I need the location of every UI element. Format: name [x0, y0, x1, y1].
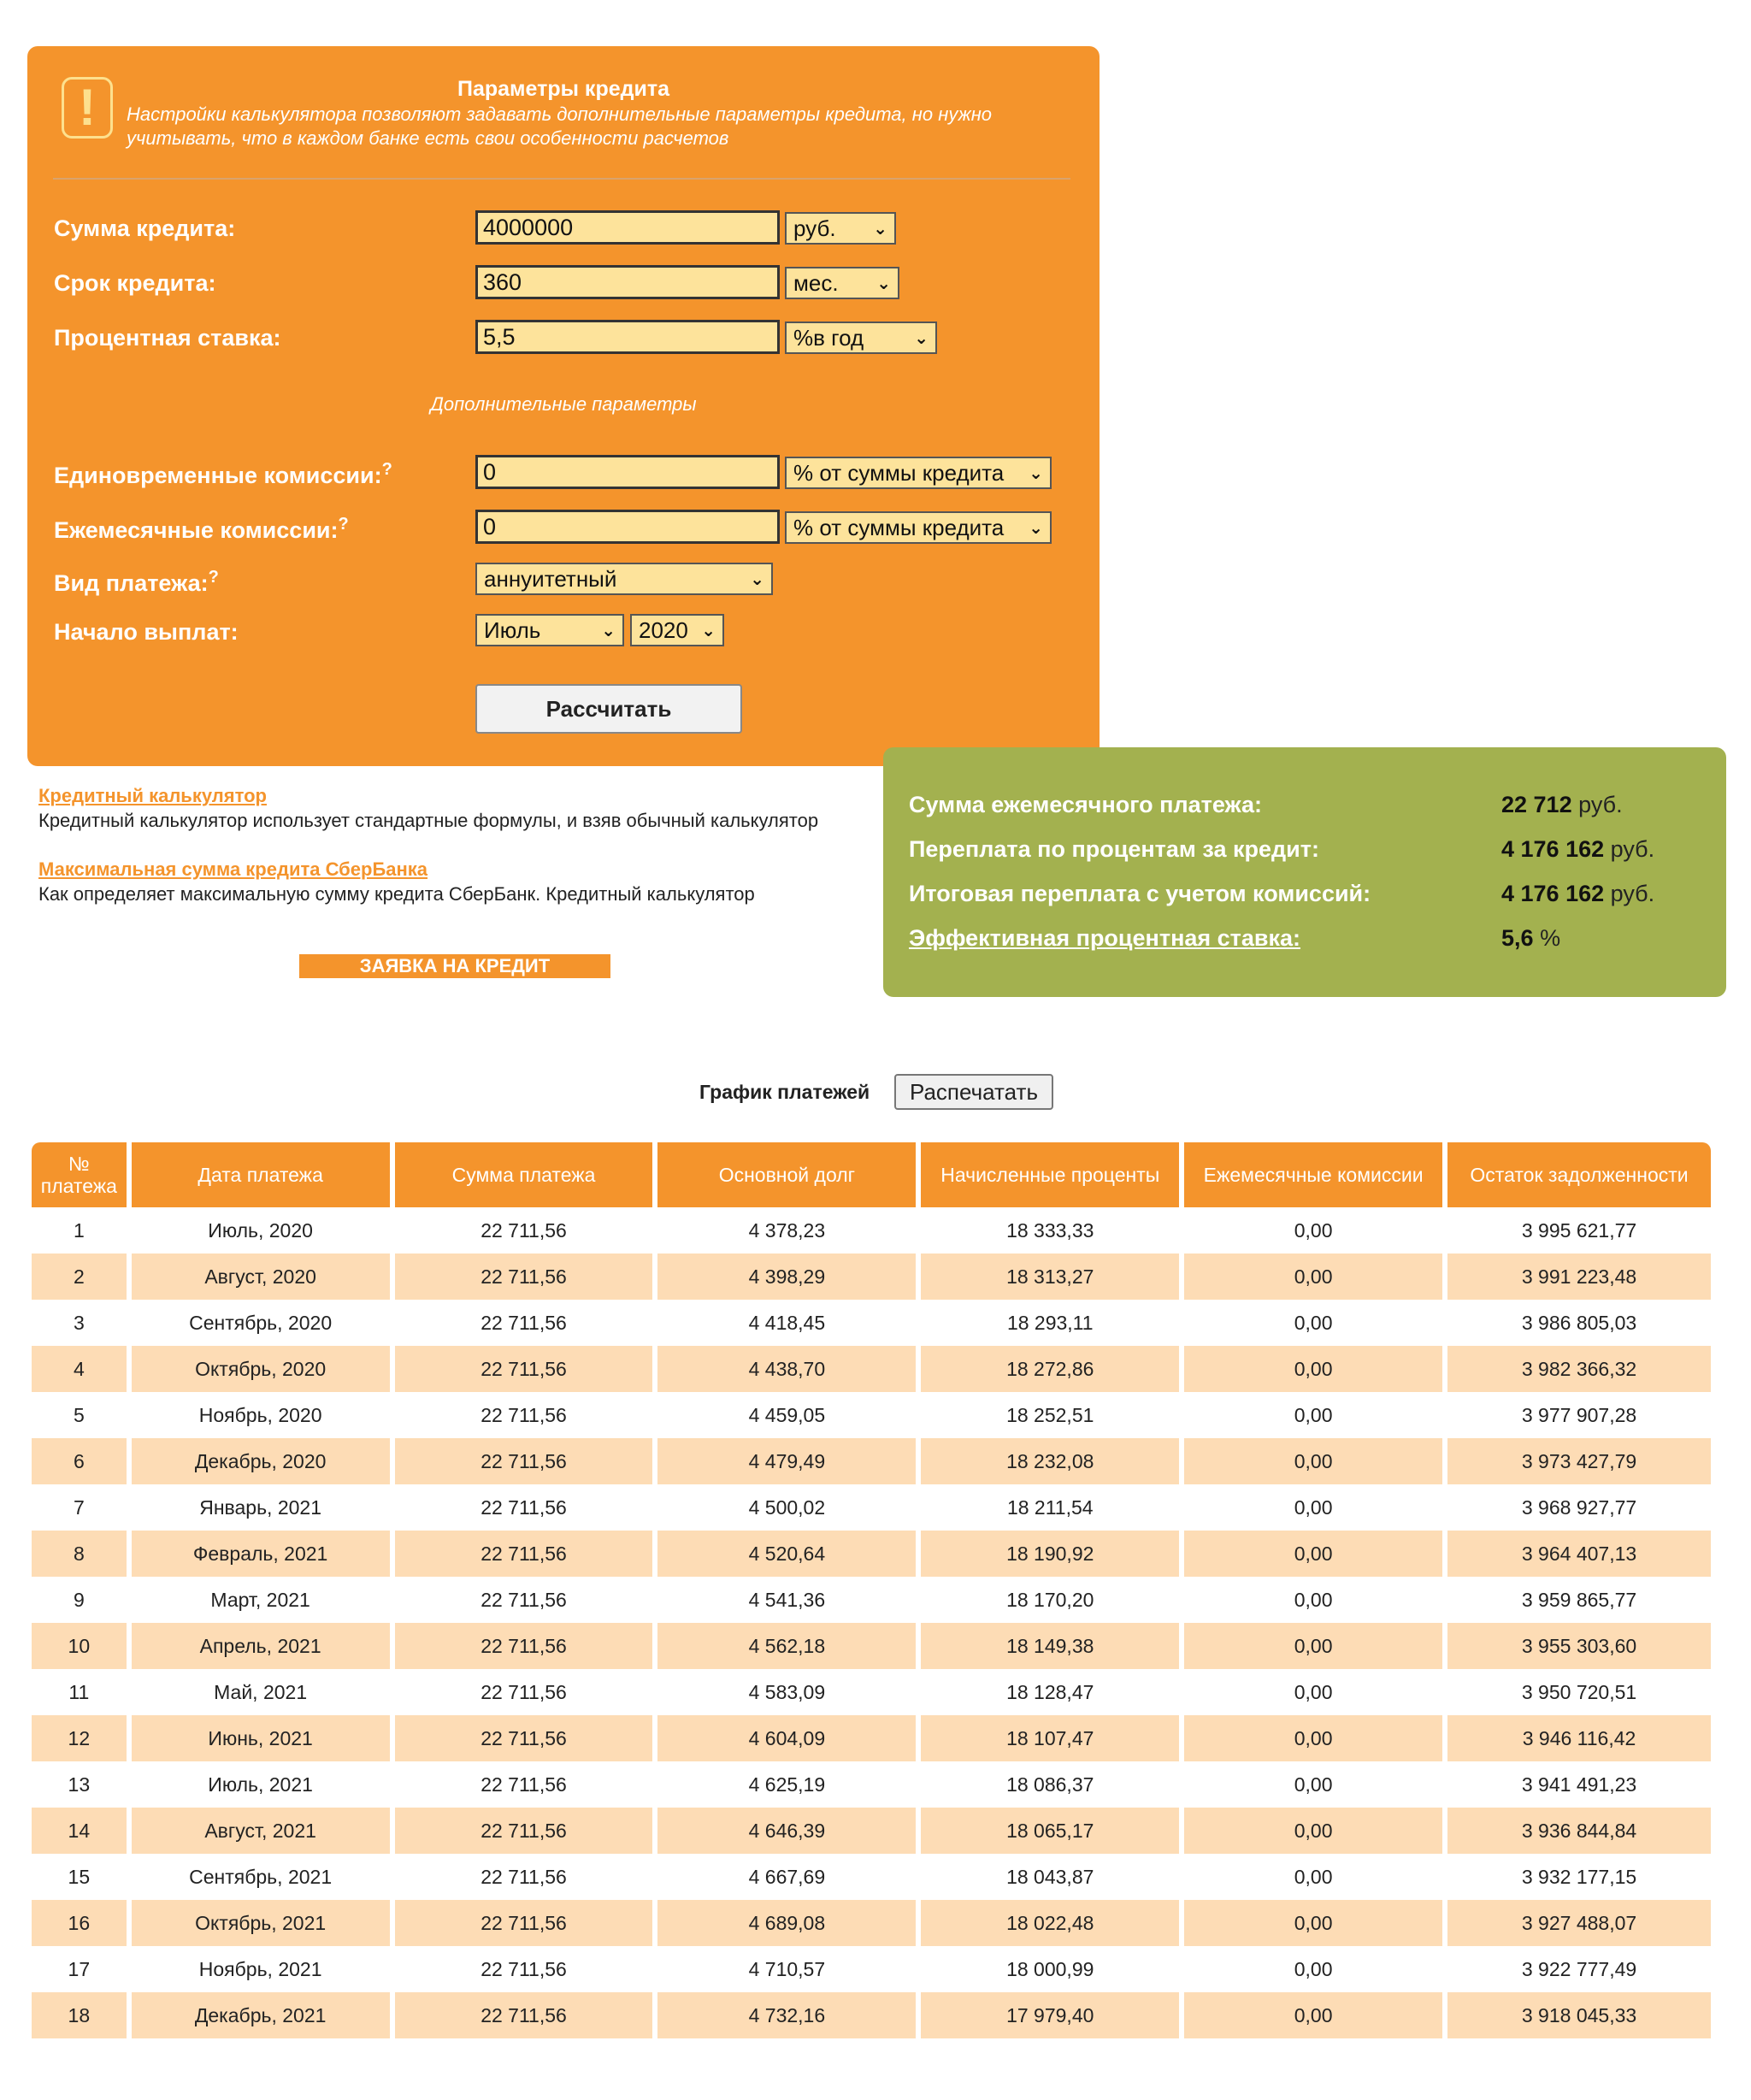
- col-header: Ежемесячные комиссии: [1184, 1142, 1442, 1207]
- table-cell: 4 459,05: [748, 1403, 826, 1426]
- amount-currency-select[interactable]: [785, 212, 896, 245]
- one-time-fee-input[interactable]: [475, 455, 780, 489]
- payment-type-label-text: Вид платежа:: [54, 570, 209, 596]
- table-cell: 4 500,02: [748, 1495, 826, 1519]
- table-cell: 22 711,56: [395, 1438, 653, 1484]
- table-cell: 8: [32, 1531, 127, 1577]
- table-cell: 3 922 777,49: [1521, 1957, 1637, 1980]
- link-sberbank-max-credit[interactable]: Максимальная сумма кредита СберБанка: [38, 858, 428, 880]
- table-row: [32, 1715, 1711, 1761]
- start-label: Начало выплат:: [54, 619, 239, 645]
- table-cell: 4 604,09: [657, 1715, 916, 1761]
- monthly-fee-unit-value: % от суммы кредита: [793, 514, 1005, 540]
- table-cell: Август, 2021: [132, 1808, 390, 1854]
- start-month-select[interactable]: [475, 614, 624, 646]
- table-cell: 0,00: [1294, 1311, 1333, 1334]
- table-cell: 13: [68, 1773, 91, 1796]
- table-row: [32, 1808, 1711, 1854]
- table-cell: 22 711,56: [395, 1346, 653, 1392]
- table-cell: 18 128,47: [1006, 1680, 1094, 1703]
- table-cell: 4 378,23: [748, 1218, 826, 1242]
- term-unit-select[interactable]: [785, 267, 899, 299]
- link-description: Кредитный калькулятор использует стандартные формулы, и взяв обычный калькулятор: [38, 810, 819, 831]
- table-row: [32, 1761, 1711, 1808]
- table-cell: 3 950 720,51: [1521, 1680, 1637, 1703]
- table-cell: Сентябрь, 2020: [189, 1311, 333, 1334]
- monthly-fee-unit-select[interactable]: [785, 511, 1052, 544]
- table-cell: 3 932 177,15: [1521, 1865, 1637, 1888]
- result-label: Переплата по процентам за кредит:: [909, 836, 1319, 862]
- table-cell: 22 711,56: [480, 1773, 567, 1796]
- table-cell: 4 667,69: [748, 1865, 826, 1888]
- col-header: Начисленные проценты: [921, 1142, 1179, 1207]
- table-cell: 3 936 844,84: [1447, 1808, 1711, 1854]
- one-time-fee-label-text: Единовременные комиссии:: [54, 463, 382, 488]
- chevron-down-icon: ⌄: [914, 328, 929, 348]
- result-label: Итоговая переплата с учетом комиссий:: [909, 881, 1371, 906]
- table-row: [32, 1992, 1711, 2038]
- help-hint-icon[interactable]: ?: [338, 515, 349, 534]
- table-cell: 18 086,37: [1006, 1773, 1094, 1796]
- result-unit: руб.: [1610, 836, 1655, 862]
- table-cell: 4 418,45: [748, 1311, 826, 1334]
- monthly-fee-label-text: Ежемесячные комиссии:: [54, 517, 339, 543]
- table-cell: 1: [73, 1218, 85, 1242]
- table-cell: 0,00: [1294, 1957, 1333, 1980]
- table-cell: 18 170,20: [1006, 1588, 1094, 1611]
- amount-currency-value: руб.: [793, 215, 836, 241]
- help-hint-icon[interactable]: ?: [208, 568, 219, 587]
- table-cell: 18 022,48: [921, 1900, 1179, 1946]
- table-cell: 4 710,57: [748, 1957, 826, 1980]
- chevron-down-icon: ⌄: [601, 621, 616, 640]
- table-cell: 4: [32, 1346, 127, 1392]
- amount-input[interactable]: [475, 210, 780, 245]
- rate-unit-select[interactable]: [785, 321, 937, 354]
- payment-type-select[interactable]: [475, 563, 773, 595]
- table-row: [32, 1854, 1711, 1900]
- table-row: [32, 1346, 1711, 1392]
- amount-label: Сумма кредита:: [54, 215, 236, 241]
- table-cell: 4 520,64: [657, 1531, 916, 1577]
- table-cell: 5: [73, 1403, 85, 1426]
- table-cell: 6: [32, 1438, 127, 1484]
- table-cell: Сентябрь, 2021: [189, 1865, 333, 1888]
- payment-type-label: [54, 568, 219, 597]
- effective-rate-link[interactable]: Эффективная процентная ставка:: [909, 925, 1301, 951]
- results-panel: [883, 747, 1726, 997]
- table-cell: 4 479,49: [657, 1438, 916, 1484]
- table-cell: 22 711,56: [395, 1254, 653, 1300]
- table-cell: Октябрь, 2021: [132, 1900, 390, 1946]
- result-number: 4 176 162: [1501, 836, 1605, 862]
- rate-unit-value: %в год: [793, 324, 864, 351]
- link-block: [38, 858, 859, 906]
- result-value: [1501, 925, 1560, 952]
- term-unit-value: мес.: [793, 269, 839, 296]
- table-cell: Ноябрь, 2020: [198, 1403, 322, 1426]
- table-cell: 3 918 045,33: [1447, 1992, 1711, 2038]
- table-cell: 0,00: [1184, 1900, 1442, 1946]
- table-cell: 18 313,27: [921, 1254, 1179, 1300]
- table-cell: 0,00: [1294, 1773, 1333, 1796]
- table-cell: Октябрь, 2020: [132, 1346, 390, 1392]
- table-row: [32, 1300, 1711, 1346]
- table-cell: 4 732,16: [657, 1992, 916, 2038]
- table-row: [32, 1254, 1711, 1300]
- table-cell: Декабрь, 2021: [132, 1992, 390, 2038]
- table-cell: 18 232,08: [921, 1438, 1179, 1484]
- table-cell: 18 107,47: [921, 1715, 1179, 1761]
- table-cell: Ноябрь, 2021: [198, 1957, 322, 1980]
- table-cell: Март, 2021: [210, 1588, 310, 1611]
- one-time-fee-label: [54, 460, 392, 489]
- warning-icon: !: [62, 77, 113, 139]
- col-header: Сумма платежа: [395, 1142, 653, 1207]
- table-cell: 22 711,56: [395, 1992, 653, 2038]
- table-cell: 4 562,18: [657, 1623, 916, 1669]
- link-block: [38, 785, 859, 833]
- link-description: Как определяет максимальную сумму кредита СберБанк. Кредитный калькулятор: [38, 883, 755, 905]
- table-cell: 4 541,36: [748, 1588, 826, 1611]
- table-cell: 0,00: [1184, 1438, 1442, 1484]
- table-cell: 22 711,56: [395, 1808, 653, 1854]
- col-header: Остаток задолженности: [1447, 1142, 1711, 1207]
- table-cell: Февраль, 2021: [132, 1531, 390, 1577]
- result-unit: руб.: [1578, 792, 1623, 817]
- chevron-down-icon: ⌄: [873, 219, 887, 239]
- table-cell: 3 968 927,77: [1521, 1495, 1637, 1519]
- table-cell: 18 190,92: [921, 1531, 1179, 1577]
- table-cell: 0,00: [1294, 1680, 1333, 1703]
- table-header-row: [32, 1142, 1711, 1207]
- table-row: [32, 1438, 1711, 1484]
- table-cell: 18: [32, 1992, 127, 2038]
- table-cell: Декабрь, 2020: [132, 1438, 390, 1484]
- table-cell: 22 711,56: [395, 1623, 653, 1669]
- credit-params-panel: [27, 46, 1100, 766]
- calculate-button[interactable]: Рассчитать: [475, 684, 742, 734]
- table-cell: 11: [68, 1680, 90, 1703]
- table-cell: 0,00: [1294, 1588, 1333, 1611]
- table-cell: 4 398,29: [657, 1254, 916, 1300]
- result-value: [1501, 792, 1623, 818]
- table-cell: 3 964 407,13: [1447, 1531, 1711, 1577]
- table-cell: 0,00: [1294, 1218, 1333, 1242]
- start-year-select[interactable]: [630, 614, 724, 646]
- table-row: [32, 1484, 1711, 1531]
- table-cell: 0,00: [1294, 1865, 1333, 1888]
- table-cell: 7: [73, 1495, 85, 1519]
- table-cell: Июль, 2020: [208, 1218, 313, 1242]
- table-cell: 15: [68, 1865, 91, 1888]
- table-row: [32, 1207, 1711, 1254]
- table-row: [32, 1946, 1711, 1992]
- print-button[interactable]: Распечатать: [894, 1074, 1053, 1110]
- col-header: Основной долг: [657, 1142, 916, 1207]
- table-cell: 0,00: [1184, 1531, 1442, 1577]
- table-cell: 3 955 303,60: [1447, 1623, 1711, 1669]
- table-cell: 22 711,56: [395, 1715, 653, 1761]
- payment-type-value: аннуитетный: [484, 565, 617, 592]
- start-month-value: Июль: [484, 616, 541, 643]
- term-label: Срок кредита:: [54, 270, 216, 296]
- chevron-down-icon: ⌄: [701, 621, 716, 640]
- table-cell: 18 043,87: [1006, 1865, 1094, 1888]
- table-cell: 3 982 366,32: [1447, 1346, 1711, 1392]
- table-cell: 10: [32, 1623, 127, 1669]
- chevron-down-icon: ⌄: [750, 569, 764, 589]
- table-row: [32, 1531, 1711, 1577]
- additional-params-title: Дополнительные параметры: [430, 393, 697, 415]
- table-cell: 3 977 907,28: [1521, 1403, 1637, 1426]
- table-cell: 0,00: [1184, 1992, 1442, 2038]
- table-cell: 0,00: [1184, 1808, 1442, 1854]
- table-row: [32, 1669, 1711, 1715]
- table-cell: Январь, 2021: [199, 1495, 322, 1519]
- result-unit: руб.: [1610, 881, 1655, 906]
- table-cell: 14: [32, 1808, 127, 1854]
- table-cell: 0,00: [1294, 1495, 1333, 1519]
- table-cell: 4 646,39: [657, 1808, 916, 1854]
- table-cell: 0,00: [1184, 1623, 1442, 1669]
- table-cell: 4 625,19: [748, 1773, 826, 1796]
- table-row: [32, 1900, 1711, 1946]
- result-number: 4 176 162: [1501, 881, 1605, 906]
- table-cell: 3 941 491,23: [1521, 1773, 1637, 1796]
- table-cell: 18 293,11: [1006, 1311, 1094, 1334]
- table-cell: 18 000,99: [1006, 1957, 1094, 1980]
- term-input[interactable]: [475, 265, 780, 299]
- table-row: [32, 1577, 1711, 1623]
- apply-credit-button[interactable]: ЗАЯВКА НА КРЕДИТ: [299, 954, 610, 978]
- table-cell: 22 711,56: [480, 1680, 567, 1703]
- table-cell: 18 211,54: [1006, 1495, 1094, 1519]
- one-time-fee-unit-value: % от суммы кредита: [793, 459, 1005, 486]
- link-credit-calculator[interactable]: Кредитный калькулятор: [38, 785, 267, 806]
- table-cell: 22 711,56: [395, 1531, 653, 1577]
- chevron-down-icon: ⌄: [876, 274, 891, 293]
- table-cell: 12: [32, 1715, 127, 1761]
- rate-input[interactable]: [475, 320, 780, 354]
- one-time-fee-unit-select[interactable]: [785, 457, 1052, 489]
- monthly-fee-input[interactable]: [475, 510, 780, 544]
- table-cell: 3: [73, 1311, 85, 1334]
- table-cell: 22 711,56: [480, 1495, 567, 1519]
- schedule-title: График платежей: [699, 1081, 870, 1103]
- params-note: Настройки калькулятора позволяют задавать дополнительные параметры кредита, но нужно учитывать, что в каждом банке есть свои особенности расчетов: [127, 103, 993, 149]
- start-year-value: 2020: [639, 616, 688, 643]
- table-cell: 0,00: [1184, 1346, 1442, 1392]
- table-cell: 4 689,08: [657, 1900, 916, 1946]
- result-label: Сумма ежемесячного платежа:: [909, 792, 1262, 817]
- monthly-fee-label: [54, 515, 349, 544]
- table-cell: 18 065,17: [921, 1808, 1179, 1854]
- payment-schedule-table: [27, 1142, 1716, 2038]
- result-unit: %: [1540, 925, 1561, 951]
- table-cell: 3 973 427,79: [1447, 1438, 1711, 1484]
- table-cell: 3 946 116,42: [1447, 1715, 1711, 1761]
- table-cell: 18 333,33: [1006, 1218, 1094, 1242]
- table-cell: 18 252,51: [1006, 1403, 1094, 1426]
- table-cell: 22 711,56: [395, 1900, 653, 1946]
- table-cell: 0,00: [1184, 1715, 1442, 1761]
- table-cell: 17: [68, 1957, 91, 1980]
- table-row: [32, 1623, 1711, 1669]
- table-cell: 2: [32, 1254, 127, 1300]
- result-value: [1501, 881, 1654, 907]
- table-cell: 22 711,56: [480, 1957, 567, 1980]
- table-cell: Июнь, 2021: [132, 1715, 390, 1761]
- table-row: [32, 1392, 1711, 1438]
- table-cell: 9: [73, 1588, 85, 1611]
- table-cell: 22 711,56: [480, 1865, 567, 1888]
- related-links: [38, 785, 859, 932]
- result-number: 5,6: [1501, 925, 1534, 951]
- table-cell: 22 711,56: [480, 1403, 567, 1426]
- table-cell: Июль, 2021: [208, 1773, 313, 1796]
- table-cell: 18 149,38: [921, 1623, 1179, 1669]
- col-header: Дата платежа: [132, 1142, 390, 1207]
- divider: [53, 178, 1070, 180]
- table-cell: 3 995 621,77: [1521, 1218, 1637, 1242]
- table-cell: 17 979,40: [921, 1992, 1179, 2038]
- chevron-down-icon: ⌄: [1029, 463, 1043, 483]
- table-cell: Апрель, 2021: [132, 1623, 390, 1669]
- table-cell: 4 583,09: [748, 1680, 826, 1703]
- table-cell: 22 711,56: [480, 1588, 567, 1611]
- table-cell: Май, 2021: [214, 1680, 308, 1703]
- table-cell: 0,00: [1184, 1254, 1442, 1300]
- table-cell: 3 959 865,77: [1521, 1588, 1637, 1611]
- table-cell: 22 711,56: [480, 1218, 567, 1242]
- col-header: № платежа: [32, 1142, 127, 1207]
- help-hint-icon[interactable]: ?: [381, 460, 392, 479]
- result-value: [1501, 836, 1654, 863]
- table-cell: 3 991 223,48: [1447, 1254, 1711, 1300]
- result-number: 22 712: [1501, 792, 1572, 817]
- table-cell: 16: [32, 1900, 127, 1946]
- table-cell: 3 927 488,07: [1447, 1900, 1711, 1946]
- table-cell: 4 438,70: [657, 1346, 916, 1392]
- chevron-down-icon: ⌄: [1029, 518, 1043, 538]
- table-cell: Август, 2020: [132, 1254, 390, 1300]
- table-cell: 3 986 805,03: [1521, 1311, 1637, 1334]
- table-cell: 0,00: [1294, 1403, 1333, 1426]
- table-cell: 22 711,56: [480, 1311, 567, 1334]
- table-cell: 18 272,86: [921, 1346, 1179, 1392]
- rate-label: Процентная ставка:: [54, 325, 281, 351]
- params-title: Параметры кредита: [457, 77, 669, 101]
